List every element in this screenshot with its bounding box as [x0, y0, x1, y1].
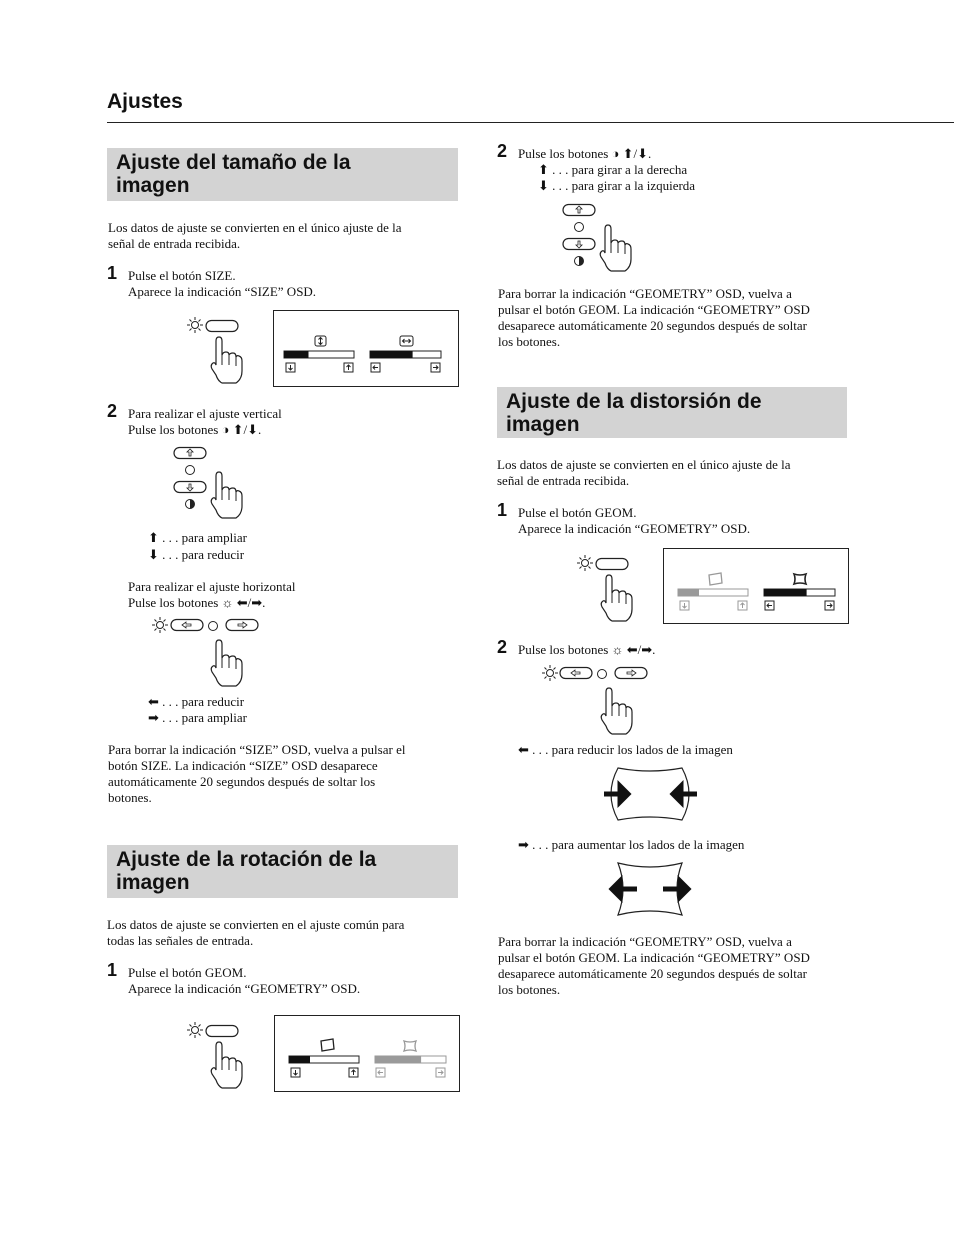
right-button[interactable]: [226, 620, 258, 631]
rotation-close-line4: los botones.: [498, 334, 561, 349]
rotation-intro: [107, 917, 404, 949]
size-down-label: ⬇ . . . para reducir: [148, 547, 245, 562]
distortion-title-line2: imagen: [506, 413, 580, 436]
distortion-close-line2: pulsar el botón GEOM. La indicación “GEOMETRY” OSD: [498, 950, 810, 965]
size-button[interactable]: [206, 321, 238, 332]
right-button[interactable]: [615, 668, 647, 679]
down-button[interactable]: [174, 482, 206, 493]
size-step2-text: [128, 406, 282, 438]
arrow-up-icon: [738, 601, 747, 610]
geom-button-illustration: [572, 551, 632, 623]
hand-icon: [211, 1042, 242, 1088]
arrow-down-icon: [680, 601, 689, 610]
arrow-down-icon: [286, 363, 295, 372]
rotation-step1-line1: Pulse el botón GEOM.: [128, 965, 247, 980]
pincushion-icon: [600, 861, 705, 917]
arrow-up-icon: [349, 1068, 358, 1077]
distortion-step2-number: 2: [497, 637, 508, 657]
rotation-step1-number: 1: [107, 960, 118, 980]
hand-icon: [600, 225, 631, 271]
distortion-step1-number: 1: [497, 500, 508, 520]
center-button[interactable]: [186, 466, 195, 475]
rotation-step2-number: 2: [497, 141, 508, 161]
size-right-label: ➡ . . . para ampliar: [148, 710, 247, 725]
size-section-title: [107, 148, 458, 201]
size-osd-panel: [273, 310, 459, 387]
contrast-icon: [186, 500, 195, 509]
brightness-icon: [187, 1022, 203, 1038]
brightness-icon: [577, 555, 593, 571]
distortion-step1-text: [518, 505, 750, 537]
rotation-step2-text: [518, 146, 651, 162]
brightness-icon: [187, 317, 203, 333]
page-title: Ajustes: [107, 90, 183, 113]
size-close-text: [108, 742, 405, 806]
hand-icon: [211, 337, 242, 383]
arrow-up-icon: [344, 363, 353, 372]
distortion-osd-panel: [663, 548, 849, 624]
rotation-right-label: ⬆ . . . para girar a la derecha: [538, 162, 688, 177]
distortion-intro-line2: señal de entrada recibida.: [497, 473, 630, 488]
size-up-label: ⬆ . . . para ampliar: [148, 530, 247, 545]
rotation-legend: [538, 162, 695, 194]
pin-bar-fill: [764, 589, 807, 596]
size-close-line4: botones.: [108, 790, 152, 805]
arrow-left-icon: [371, 363, 380, 372]
rotation-intro-line1: Los datos de ajuste se convierten en el ajuste común para: [107, 917, 405, 932]
vertical-size-bar-fill: [284, 351, 309, 358]
horizontal-size-bar-fill: [370, 351, 413, 358]
size-step1-line2: Aparece la indicación “SIZE” OSD.: [128, 284, 317, 299]
size-horiz-line1: Para realizar el ajuste horizontal: [128, 579, 296, 594]
geom-button[interactable]: [206, 1026, 238, 1037]
distortion-step1-line2: Aparece la indicación “GEOMETRY” OSD.: [518, 521, 751, 536]
size-close-line2: botón SIZE. La indicación “SIZE” OSD desaparece: [108, 758, 378, 773]
size-intro-line1: Los datos de ajuste se convierten en el único ajuste de la: [108, 220, 402, 235]
distortion-close-text: [498, 934, 810, 998]
size-step2-number: 2: [107, 401, 118, 421]
rotation-close-line1: Para borrar la indicación “GEOMETRY” OSD, vuelva a: [498, 286, 792, 301]
hand-icon: [211, 640, 242, 686]
hand-icon: [211, 472, 242, 518]
arrow-right-icon: [825, 601, 834, 610]
size-left-label: ⬅ . . . para reducir: [148, 694, 245, 709]
size-step2-line1: Para realizar el ajuste vertical: [128, 406, 282, 421]
vertical-buttons-illustration: [170, 444, 250, 514]
geom-button[interactable]: [596, 559, 628, 570]
distortion-close-line4: los botones.: [498, 982, 561, 997]
arrow-down-icon: [291, 1068, 300, 1077]
rotation-bar-fill: [289, 1056, 310, 1063]
size-step1-line1: Pulse el botón SIZE.: [128, 268, 236, 283]
rotation-step2-line1: Pulse los botones ◑ ⬆/⬇.: [518, 146, 652, 161]
title-divider: [107, 122, 954, 123]
pin-bar-fill: [375, 1056, 421, 1063]
arrow-left-icon: [376, 1068, 385, 1077]
brightness-icon: [152, 617, 168, 633]
down-button[interactable]: [563, 239, 595, 250]
rotation-bar-fill: [678, 589, 699, 596]
size-horizontal-legend: [148, 694, 247, 726]
distortion-close-line1: Para borrar la indicación “GEOMETRY” OSD, vuelva a: [498, 934, 792, 949]
size-step2-line2: Pulse los botones ◑ ⬆/⬇.: [128, 422, 262, 437]
arrow-right-icon: [431, 363, 440, 372]
size-close-line1: Para borrar la indicación “SIZE” OSD, vuelva a pulsar el: [108, 742, 406, 757]
rotation-title-line1: Ajuste de la rotación de la: [116, 848, 377, 871]
rotation-buttons-illustration: [559, 201, 639, 271]
rotation-step1-line2: Aparece la indicación “GEOMETRY” OSD.: [128, 981, 361, 996]
distortion-intro-line1: Los datos de ajuste se convierten en el único ajuste de la: [497, 457, 791, 472]
distortion-step2-line1: Pulse los botones ☼ ⬅/➡.: [518, 642, 656, 657]
size-close-line3: automáticamente 20 segundos después de soltar los: [108, 774, 376, 789]
rotation-intro-line2: todas las señales de entrada.: [107, 933, 254, 948]
size-button-illustration: [182, 313, 242, 385]
horizontal-buttons-illustration: [150, 616, 270, 678]
size-intro-line2: señal de entrada recibida.: [108, 236, 241, 251]
arrow-left-icon: [765, 601, 774, 610]
rotation-osd-panel: [274, 1015, 460, 1092]
rotation-section-title: [107, 845, 458, 898]
up-button[interactable]: [174, 448, 206, 459]
distortion-step1-line1: Pulse el botón GEOM.: [518, 505, 637, 520]
size-vertical-legend: [148, 530, 247, 563]
pincushion-icon: [794, 574, 806, 584]
distortion-title-line1: Ajuste de la distorsión de: [506, 390, 762, 413]
center-button[interactable]: [598, 670, 607, 679]
size-title-line2: imagen: [116, 174, 190, 197]
brightness-icon: [542, 665, 558, 681]
hand-icon: [601, 688, 632, 734]
vertical-size-icon: [315, 336, 326, 346]
geom-button-illustration: [182, 1018, 242, 1090]
arrow-right-icon: [436, 1068, 445, 1077]
rotation-title-line2: imagen: [116, 871, 190, 894]
rotation-screen-icon: [709, 573, 722, 585]
barrel-icon: [600, 766, 705, 822]
size-horizontal-text: [128, 579, 295, 611]
rotation-close-text: [498, 286, 810, 350]
center-button[interactable]: [209, 622, 218, 631]
distortion-intro: [497, 457, 790, 489]
distortion-step2-text: [518, 642, 655, 658]
distortion-buttons-illustration: [540, 664, 660, 726]
rotation-screen-icon: [321, 1039, 334, 1051]
rotation-close-line2: pulsar el botón GEOM. La indicación “GEOMETRY” OSD: [498, 302, 810, 317]
distortion-reduce-label: ⬅ . . . para reducir los lados de la imagen: [518, 742, 733, 757]
up-button[interactable]: [563, 205, 595, 216]
horizontal-size-icon: [400, 336, 413, 346]
rotation-left-label: ⬇ . . . para girar a la izquierda: [538, 178, 696, 193]
hand-icon: [601, 575, 632, 621]
rotation-step1-text: [128, 965, 360, 997]
size-intro: [108, 220, 401, 252]
distortion-increase-label: ➡ . . . para aumentar los lados de la imagen: [518, 837, 745, 852]
distortion-section-title: [497, 387, 847, 438]
size-step1-text: [128, 268, 316, 300]
rotation-close-line3: desaparece automáticamente 20 segundos después de soltar: [498, 318, 807, 333]
pincushion-icon: [404, 1041, 416, 1051]
distortion-close-line3: desaparece automáticamente 20 segundos después de soltar: [498, 966, 807, 981]
center-button[interactable]: [575, 223, 584, 232]
left-button[interactable]: [560, 668, 592, 679]
size-title-line1: Ajuste del tamaño de la: [116, 151, 351, 174]
contrast-icon: [575, 257, 584, 266]
size-step1-number: 1: [107, 263, 118, 283]
size-horiz-line2: Pulse los botones ☼ ⬅/➡.: [128, 595, 266, 610]
left-button[interactable]: [171, 620, 203, 631]
